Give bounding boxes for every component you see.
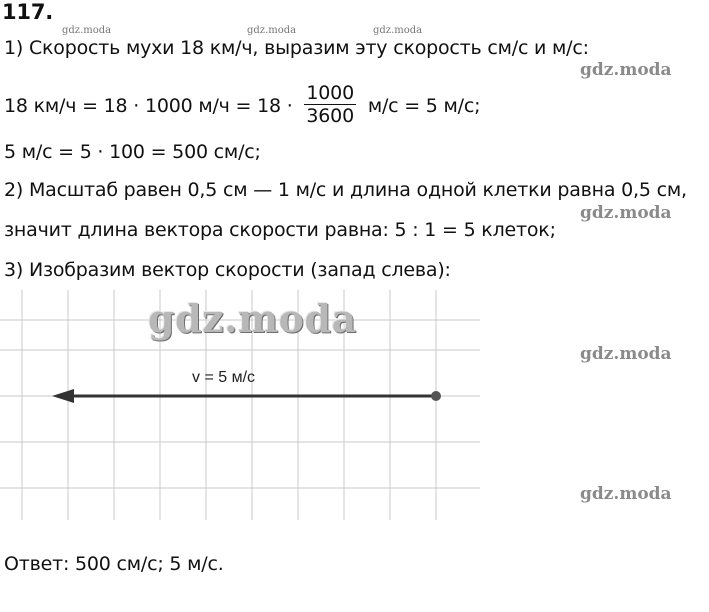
watermark: gdz.moda (580, 203, 672, 223)
task-number: 117. (2, 0, 54, 24)
vector-label: v = 5 м/с (192, 369, 256, 386)
watermark: gdz.moda (247, 25, 297, 36)
line-2-left: 18 км/ч = 18 · 1000 м/ч = 18 · (4, 95, 293, 117)
watermark: gdz.moda (62, 25, 112, 36)
watermark-large: gdz.moda (148, 296, 357, 341)
line-2 (4, 84, 480, 129)
line-1: 1) Скорость мухи 18 км/ч, выразим эту скорость см/с и м/с: (4, 37, 589, 59)
line-3: 5 м/с = 5 · 100 = 500 см/с; (4, 141, 261, 163)
watermark: gdz.moda (373, 25, 423, 36)
velocity-vector-arrowhead (52, 389, 74, 403)
watermark: gdz.moda (580, 484, 672, 504)
vector-start-point (431, 391, 441, 401)
line-4: 2) Масштаб равен 0,5 см — 1 м/с и длина одной клетки равна 0,5 см, (4, 179, 687, 201)
answer-line: Ответ: 500 см/с; 5 м/с. (4, 553, 224, 575)
watermark: gdz.moda (580, 344, 672, 364)
fraction-denominator: 3600 (306, 105, 354, 127)
line-2-right: м/с = 5 м/с; (367, 95, 481, 117)
line-5: значит длина вектора скорости равна: 5 : 1 = 5 клеток; (4, 219, 556, 241)
watermark: gdz.moda (580, 60, 672, 80)
fraction (304, 82, 356, 127)
line-6: 3) Изобразим вектор скорости (запад слева): (4, 259, 451, 281)
fraction-numerator: 1000 (306, 82, 354, 104)
